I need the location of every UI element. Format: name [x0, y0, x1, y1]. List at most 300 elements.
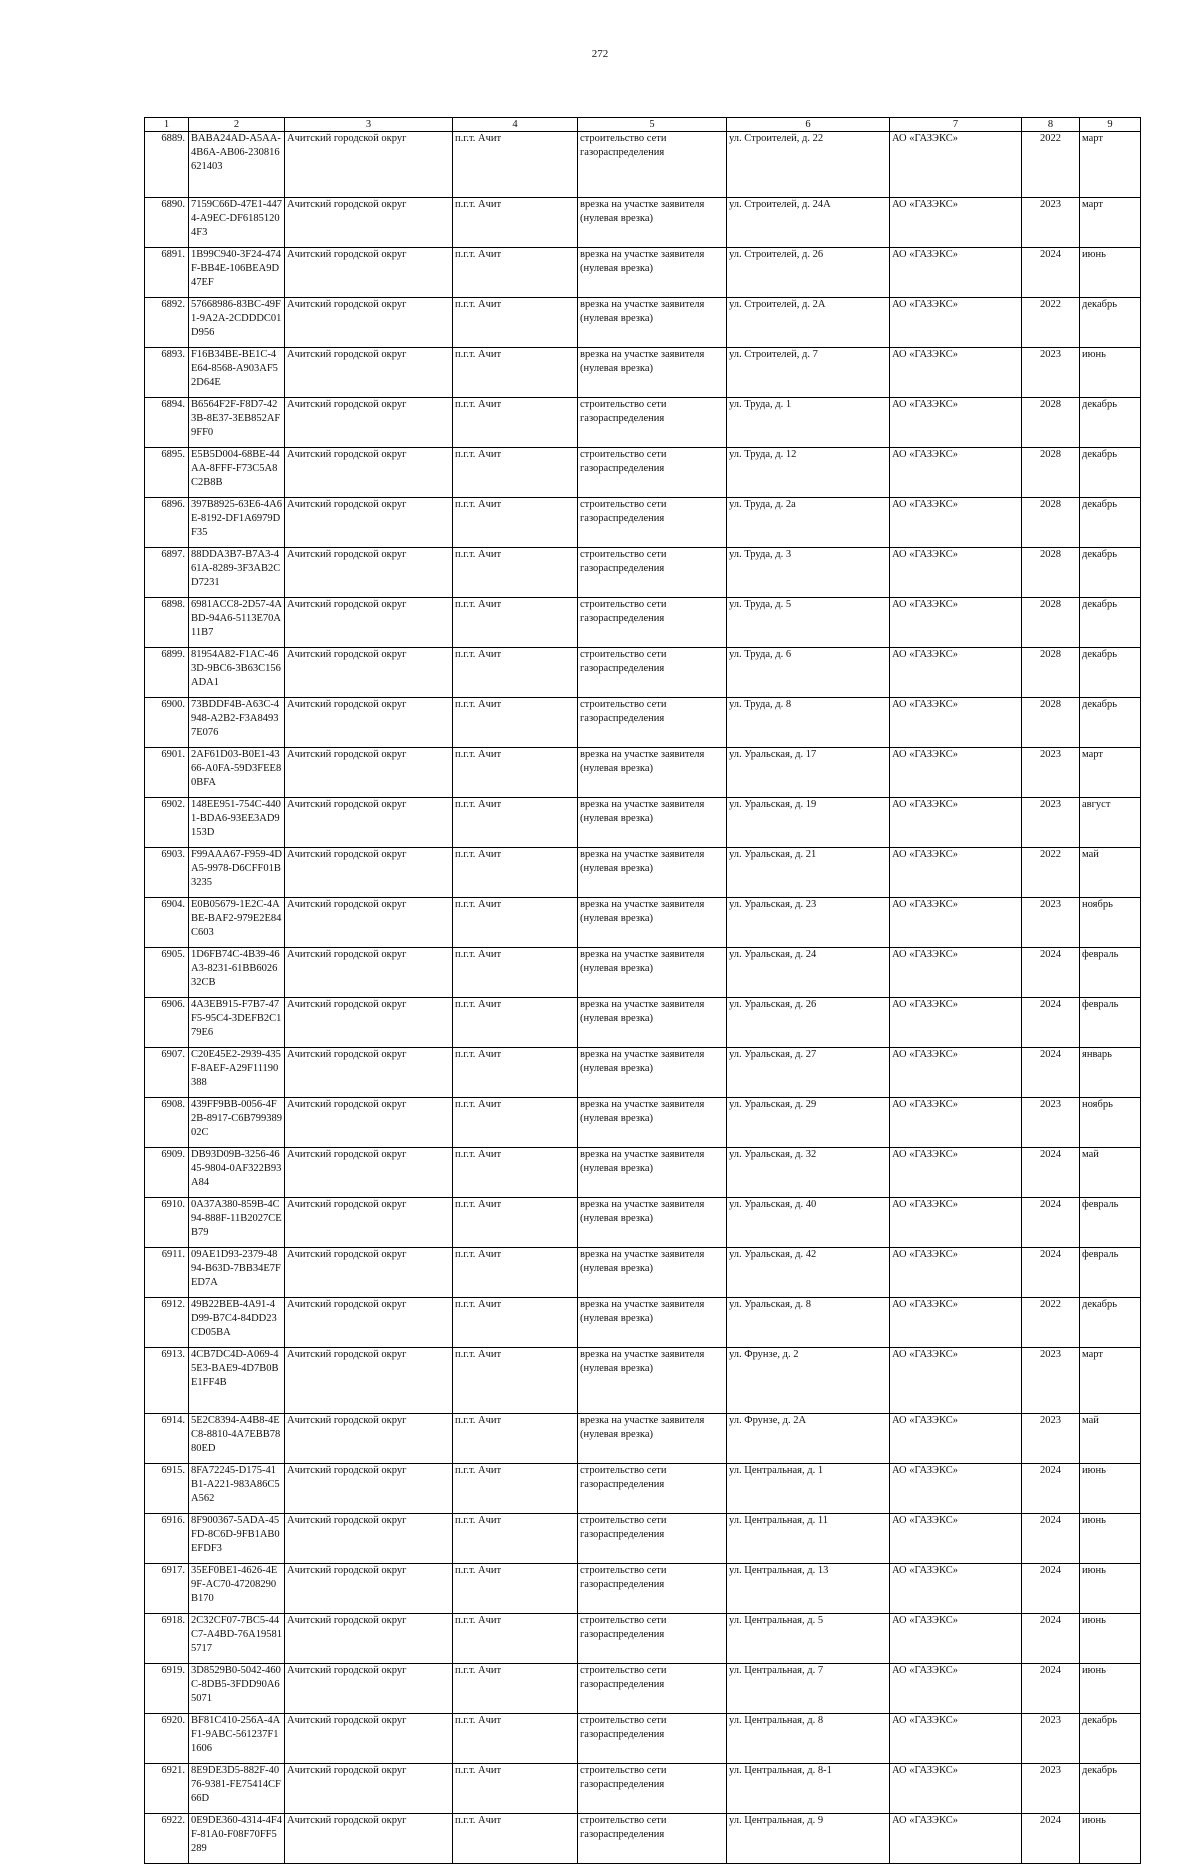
year: 2023	[1022, 798, 1080, 848]
settlement: п.г.т. Ачит	[453, 1248, 578, 1298]
col-header: 1	[145, 118, 189, 132]
year: 2022	[1022, 298, 1080, 348]
organization: АО «ГАЗЭКС»	[890, 1048, 1022, 1098]
work-type: врезка на участке заявителя (нулевая врезка)	[578, 348, 727, 398]
table-row	[145, 1198, 1141, 1248]
year: 2024	[1022, 1148, 1080, 1198]
municipality: Ачитский городской округ	[285, 348, 453, 398]
address: ул. Труда, д. 2а	[727, 498, 890, 548]
organization: АО «ГАЗЭКС»	[890, 398, 1022, 448]
record-guid: 1B99C940-3F24-474F-BB4E-106BEA9D47EF	[189, 248, 285, 298]
table-row	[145, 1048, 1141, 1098]
settlement: п.г.т. Ачит	[453, 898, 578, 948]
month: февраль	[1080, 998, 1141, 1048]
municipality: Ачитский городской округ	[285, 898, 453, 948]
work-type: строительство сети газораспределения	[578, 1764, 727, 1814]
row-number: 6922.	[145, 1814, 189, 1864]
year: 2024	[1022, 998, 1080, 1048]
row-number: 6906.	[145, 998, 189, 1048]
month: февраль	[1080, 948, 1141, 998]
record-guid: BABA24AD-A5AA-4B6A-AB06-230816621403	[189, 132, 285, 198]
municipality: Ачитский городской округ	[285, 798, 453, 848]
organization: АО «ГАЗЭКС»	[890, 348, 1022, 398]
col-header: 5	[578, 118, 727, 132]
address: ул. Уральская, д. 17	[727, 748, 890, 798]
month: июнь	[1080, 1814, 1141, 1864]
col-header: 2	[189, 118, 285, 132]
row-number: 6904.	[145, 898, 189, 948]
year: 2023	[1022, 1098, 1080, 1148]
address: ул. Центральная, д. 13	[727, 1564, 890, 1614]
municipality: Ачитский городской округ	[285, 548, 453, 598]
municipality: Ачитский городской округ	[285, 398, 453, 448]
municipality: Ачитский городской округ	[285, 998, 453, 1048]
header-row	[145, 118, 1141, 132]
address: ул. Центральная, д. 8	[727, 1714, 890, 1764]
row-number: 6898.	[145, 598, 189, 648]
col-header: 6	[727, 118, 890, 132]
row-number: 6900.	[145, 698, 189, 748]
municipality: Ачитский городской округ	[285, 248, 453, 298]
organization: АО «ГАЗЭКС»	[890, 898, 1022, 948]
settlement: п.г.т. Ачит	[453, 648, 578, 698]
row-number: 6916.	[145, 1514, 189, 1564]
record-guid: 0E9DE360-4314-4F4F-81A0-F08F70FF5289	[189, 1814, 285, 1864]
row-number: 6901.	[145, 748, 189, 798]
organization: АО «ГАЗЭКС»	[890, 298, 1022, 348]
month: май	[1080, 1414, 1141, 1464]
address: ул. Центральная, д. 9	[727, 1814, 890, 1864]
month: ноябрь	[1080, 1098, 1141, 1148]
table-body	[145, 132, 1141, 1864]
month: март	[1080, 1348, 1141, 1414]
organization: АО «ГАЗЭКС»	[890, 248, 1022, 298]
settlement: п.г.т. Ачит	[453, 198, 578, 248]
month: декабрь	[1080, 398, 1141, 448]
settlement: п.г.т. Ачит	[453, 1414, 578, 1464]
year: 2023	[1022, 1764, 1080, 1814]
settlement: п.г.т. Ачит	[453, 1564, 578, 1614]
year: 2023	[1022, 348, 1080, 398]
row-number: 6912.	[145, 1298, 189, 1348]
row-number: 6897.	[145, 548, 189, 598]
record-guid: 8F900367-5ADA-45FD-8C6D-9FB1AB0EFDF3	[189, 1514, 285, 1564]
month: март	[1080, 748, 1141, 798]
municipality: Ачитский городской округ	[285, 1098, 453, 1148]
settlement: п.г.т. Ачит	[453, 1764, 578, 1814]
year: 2028	[1022, 648, 1080, 698]
work-type: строительство сети газораспределения	[578, 1664, 727, 1714]
organization: АО «ГАЗЭКС»	[890, 1414, 1022, 1464]
settlement: п.г.т. Ачит	[453, 748, 578, 798]
record-guid: 2AF61D03-B0E1-4366-A0FA-59D3FEE80BFA	[189, 748, 285, 798]
settlement: п.г.т. Ачит	[453, 598, 578, 648]
settlement: п.г.т. Ачит	[453, 1464, 578, 1514]
settlement: п.г.т. Ачит	[453, 848, 578, 898]
row-number: 6917.	[145, 1564, 189, 1614]
settlement: п.г.т. Ачит	[453, 548, 578, 598]
row-number: 6909.	[145, 1148, 189, 1198]
municipality: Ачитский городской округ	[285, 1614, 453, 1664]
month: ноябрь	[1080, 898, 1141, 948]
municipality: Ачитский городской округ	[285, 1048, 453, 1098]
settlement: п.г.т. Ачит	[453, 498, 578, 548]
municipality: Ачитский городской округ	[285, 1414, 453, 1464]
settlement: п.г.т. Ачит	[453, 298, 578, 348]
row-number: 6920.	[145, 1714, 189, 1764]
page-number: 272	[591, 48, 609, 60]
table-row	[145, 598, 1141, 648]
work-type: строительство сети газораспределения	[578, 548, 727, 598]
table-row	[145, 348, 1141, 398]
record-guid: 397B8925-63E6-4A6E-8192-DF1A6979DF35	[189, 498, 285, 548]
settlement: п.г.т. Ачит	[453, 1814, 578, 1864]
work-type: врезка на участке заявителя (нулевая врезка)	[578, 1248, 727, 1298]
work-type: врезка на участке заявителя (нулевая врезка)	[578, 848, 727, 898]
organization: АО «ГАЗЭКС»	[890, 1514, 1022, 1564]
year: 2028	[1022, 598, 1080, 648]
municipality: Ачитский городской округ	[285, 1514, 453, 1564]
row-number: 6902.	[145, 798, 189, 848]
record-guid: 88DDA3B7-B7A3-461A-8289-3F3AB2CD7231	[189, 548, 285, 598]
work-type: врезка на участке заявителя (нулевая врезка)	[578, 1298, 727, 1348]
year: 2024	[1022, 948, 1080, 998]
table-row	[145, 1248, 1141, 1298]
municipality: Ачитский городской округ	[285, 298, 453, 348]
row-number: 6919.	[145, 1664, 189, 1714]
month: декабрь	[1080, 448, 1141, 498]
address: ул. Уральская, д. 27	[727, 1048, 890, 1098]
record-guid: 73BDDF4B-A63C-4948-A2B2-F3A84937E076	[189, 698, 285, 748]
table-row	[145, 448, 1141, 498]
address: ул. Центральная, д. 1	[727, 1464, 890, 1514]
row-number: 6903.	[145, 848, 189, 898]
col-header: 4	[453, 118, 578, 132]
row-number: 6908.	[145, 1098, 189, 1148]
record-guid: 4A3EB915-F7B7-47F5-95C4-3DEFB2C179E6	[189, 998, 285, 1048]
record-guid: 49B22BEB-4A91-4D99-B7C4-84DD23CD05BA	[189, 1298, 285, 1348]
record-guid: 8FA72245-D175-41B1-A221-983A86C5A562	[189, 1464, 285, 1514]
record-guid: 3D8529B0-5042-460C-8DB5-3FDD90A65071	[189, 1664, 285, 1714]
settlement: п.г.т. Ачит	[453, 998, 578, 1048]
table-row	[145, 1098, 1141, 1148]
table-row	[145, 748, 1141, 798]
month: декабрь	[1080, 498, 1141, 548]
municipality: Ачитский городской округ	[285, 748, 453, 798]
year: 2022	[1022, 1298, 1080, 1348]
month: декабрь	[1080, 698, 1141, 748]
year: 2024	[1022, 1048, 1080, 1098]
organization: АО «ГАЗЭКС»	[890, 132, 1022, 198]
address: ул. Уральская, д. 40	[727, 1198, 890, 1248]
organization: АО «ГАЗЭКС»	[890, 1714, 1022, 1764]
month: декабрь	[1080, 298, 1141, 348]
year: 2028	[1022, 498, 1080, 548]
settlement: п.г.т. Ачит	[453, 1148, 578, 1198]
organization: АО «ГАЗЭКС»	[890, 848, 1022, 898]
address: ул. Строителей, д. 22	[727, 132, 890, 198]
record-guid: 1D6FB74C-4B39-46A3-8231-61BB602632CB	[189, 948, 285, 998]
month: декабрь	[1080, 648, 1141, 698]
settlement: п.г.т. Ачит	[453, 1348, 578, 1414]
table-row	[145, 648, 1141, 698]
municipality: Ачитский городской округ	[285, 1564, 453, 1614]
work-type: строительство сети газораспределения	[578, 598, 727, 648]
table-row	[145, 1714, 1141, 1764]
work-type: врезка на участке заявителя (нулевая врезка)	[578, 1414, 727, 1464]
address: ул. Центральная, д. 7	[727, 1664, 890, 1714]
settlement: п.г.т. Ачит	[453, 348, 578, 398]
municipality: Ачитский городской округ	[285, 1464, 453, 1514]
year: 2024	[1022, 1814, 1080, 1864]
settlement: п.г.т. Ачит	[453, 1048, 578, 1098]
work-type: строительство сети газораспределения	[578, 648, 727, 698]
year: 2024	[1022, 1198, 1080, 1248]
row-number: 6899.	[145, 648, 189, 698]
table-row	[145, 898, 1141, 948]
settlement: п.г.т. Ачит	[453, 132, 578, 198]
organization: АО «ГАЗЭКС»	[890, 1814, 1022, 1864]
table-row	[145, 132, 1141, 198]
year: 2022	[1022, 132, 1080, 198]
address: ул. Центральная, д. 11	[727, 1514, 890, 1564]
month: май	[1080, 1148, 1141, 1198]
row-number: 6890.	[145, 198, 189, 248]
work-type: строительство сети газораспределения	[578, 1514, 727, 1564]
municipality: Ачитский городской округ	[285, 1664, 453, 1714]
year: 2028	[1022, 548, 1080, 598]
settlement: п.г.т. Ачит	[453, 798, 578, 848]
work-type: строительство сети газораспределения	[578, 498, 727, 548]
year: 2023	[1022, 1414, 1080, 1464]
month: июнь	[1080, 1664, 1141, 1714]
settlement: п.г.т. Ачит	[453, 1614, 578, 1664]
record-guid: 4CB7DC4D-A069-45E3-BAE9-4D7B0BE1FF4B	[189, 1348, 285, 1414]
settlement: п.г.т. Ачит	[453, 398, 578, 448]
year: 2028	[1022, 698, 1080, 748]
year: 2023	[1022, 1348, 1080, 1414]
municipality: Ачитский городской округ	[285, 598, 453, 648]
row-number: 6921.	[145, 1764, 189, 1814]
address: ул. Труда, д. 8	[727, 698, 890, 748]
address: ул. Строителей, д. 7	[727, 348, 890, 398]
record-guid: 81954A82-F1AC-463D-9BC6-3B63C156ADA1	[189, 648, 285, 698]
year: 2028	[1022, 448, 1080, 498]
work-type: строительство сети газораспределения	[578, 698, 727, 748]
month: июнь	[1080, 1614, 1141, 1664]
row-number: 6907.	[145, 1048, 189, 1098]
year: 2022	[1022, 848, 1080, 898]
municipality: Ачитский городской округ	[285, 848, 453, 898]
address: ул. Строителей, д. 26	[727, 248, 890, 298]
row-number: 6896.	[145, 498, 189, 548]
month: декабрь	[1080, 598, 1141, 648]
work-type: врезка на участке заявителя (нулевая врезка)	[578, 1098, 727, 1148]
table-row	[145, 1564, 1141, 1614]
col-header: 7	[890, 118, 1022, 132]
municipality: Ачитский городской округ	[285, 132, 453, 198]
organization: АО «ГАЗЭКС»	[890, 448, 1022, 498]
address: ул. Уральская, д. 42	[727, 1248, 890, 1298]
row-number: 6893.	[145, 348, 189, 398]
month: июнь	[1080, 1464, 1141, 1514]
municipality: Ачитский городской округ	[285, 198, 453, 248]
organization: АО «ГАЗЭКС»	[890, 1198, 1022, 1248]
table-row	[145, 698, 1141, 748]
record-guid: E0B05679-1E2C-4ABE-BAF2-979E2E84C603	[189, 898, 285, 948]
settlement: п.г.т. Ачит	[453, 1514, 578, 1564]
year: 2023	[1022, 1714, 1080, 1764]
year: 2023	[1022, 198, 1080, 248]
address: ул. Труда, д. 12	[727, 448, 890, 498]
organization: АО «ГАЗЭКС»	[890, 1764, 1022, 1814]
month: март	[1080, 198, 1141, 248]
table-row	[145, 1348, 1141, 1414]
table-row	[145, 1764, 1141, 1814]
address: ул. Уральская, д. 24	[727, 948, 890, 998]
work-type: строительство сети газораспределения	[578, 1814, 727, 1864]
municipality: Ачитский городской округ	[285, 1198, 453, 1248]
organization: АО «ГАЗЭКС»	[890, 748, 1022, 798]
table-row	[145, 198, 1141, 248]
month: декабрь	[1080, 1298, 1141, 1348]
settlement: п.г.т. Ачит	[453, 448, 578, 498]
month: август	[1080, 798, 1141, 848]
address: ул. Уральская, д. 21	[727, 848, 890, 898]
work-type: врезка на участке заявителя (нулевая врезка)	[578, 748, 727, 798]
work-type: строительство сети газораспределения	[578, 1564, 727, 1614]
address: ул. Фрунзе, д. 2А	[727, 1414, 890, 1464]
organization: АО «ГАЗЭКС»	[890, 1098, 1022, 1148]
organization: АО «ГАЗЭКС»	[890, 1248, 1022, 1298]
address: ул. Труда, д. 6	[727, 648, 890, 698]
work-type: строительство сети газораспределения	[578, 1714, 727, 1764]
table-row	[145, 998, 1141, 1048]
month: июнь	[1080, 1514, 1141, 1564]
work-type: врезка на участке заявителя (нулевая врезка)	[578, 1048, 727, 1098]
settlement: п.г.т. Ачит	[453, 1198, 578, 1248]
work-type: строительство сети газораспределения	[578, 132, 727, 198]
work-type: врезка на участке заявителя (нулевая врезка)	[578, 898, 727, 948]
table-row	[145, 248, 1141, 298]
organization: АО «ГАЗЭКС»	[890, 548, 1022, 598]
municipality: Ачитский городской округ	[285, 948, 453, 998]
row-number: 6905.	[145, 948, 189, 998]
row-number: 6910.	[145, 1198, 189, 1248]
settlement: п.г.т. Ачит	[453, 698, 578, 748]
work-type: врезка на участке заявителя (нулевая врезка)	[578, 1148, 727, 1198]
work-type: врезка на участке заявителя (нулевая врезка)	[578, 948, 727, 998]
work-type: строительство сети газораспределения	[578, 1614, 727, 1664]
organization: АО «ГАЗЭКС»	[890, 1664, 1022, 1714]
table-row	[145, 1514, 1141, 1564]
address: ул. Уральская, д. 8	[727, 1298, 890, 1348]
row-number: 6895.	[145, 448, 189, 498]
work-type: врезка на участке заявителя (нулевая врезка)	[578, 798, 727, 848]
table-row	[145, 1464, 1141, 1514]
year: 2023	[1022, 748, 1080, 798]
table-row	[145, 1148, 1141, 1198]
table-row	[145, 1664, 1141, 1714]
address: ул. Труда, д. 5	[727, 598, 890, 648]
address: ул. Уральская, д. 26	[727, 998, 890, 1048]
row-number: 6891.	[145, 248, 189, 298]
record-guid: 6981ACC8-2D57-4ABD-94A6-5113E70A11B7	[189, 598, 285, 648]
month: февраль	[1080, 1198, 1141, 1248]
table-row	[145, 798, 1141, 848]
month: май	[1080, 848, 1141, 898]
row-number: 6915.	[145, 1464, 189, 1514]
year: 2024	[1022, 248, 1080, 298]
year: 2024	[1022, 1514, 1080, 1564]
record-guid: 35EF0BE1-4626-4E9F-AC70-47208290B170	[189, 1564, 285, 1614]
settlement: п.г.т. Ачит	[453, 1098, 578, 1148]
month: февраль	[1080, 1248, 1141, 1298]
organization: АО «ГАЗЭКС»	[890, 948, 1022, 998]
municipality: Ачитский городской округ	[285, 1814, 453, 1864]
year: 2024	[1022, 1564, 1080, 1614]
address: ул. Центральная, д. 5	[727, 1614, 890, 1664]
record-guid: BF81C410-256A-4AF1-9ABC-561237F11606	[189, 1714, 285, 1764]
address: ул. Строителей, д. 24А	[727, 198, 890, 248]
address: ул. Фрунзе, д. 2	[727, 1348, 890, 1414]
record-guid: 2C32CF07-7BC5-44C7-A4BD-76A195815717	[189, 1614, 285, 1664]
year: 2024	[1022, 1464, 1080, 1514]
address: ул. Труда, д. 1	[727, 398, 890, 448]
organization: АО «ГАЗЭКС»	[890, 198, 1022, 248]
organization: АО «ГАЗЭКС»	[890, 1564, 1022, 1614]
col-header: 8	[1022, 118, 1080, 132]
table-row	[145, 1414, 1141, 1464]
municipality: Ачитский городской округ	[285, 1764, 453, 1814]
organization: АО «ГАЗЭКС»	[890, 798, 1022, 848]
record-guid: C20E45E2-2939-435F-8AEF-A29F11190388	[189, 1048, 285, 1098]
settlement: п.г.т. Ачит	[453, 1664, 578, 1714]
organization: АО «ГАЗЭКС»	[890, 1348, 1022, 1414]
month: январь	[1080, 1048, 1141, 1098]
row-number: 6913.	[145, 1348, 189, 1414]
work-type: врезка на участке заявителя (нулевая врезка)	[578, 248, 727, 298]
table-row	[145, 1298, 1141, 1348]
record-guid: B6564F2F-F8D7-423B-8E37-3EB852AF9FF0	[189, 398, 285, 448]
municipality: Ачитский городской округ	[285, 1714, 453, 1764]
address: ул. Уральская, д. 32	[727, 1148, 890, 1198]
address: ул. Строителей, д. 2А	[727, 298, 890, 348]
work-type: строительство сети газораспределения	[578, 448, 727, 498]
work-type: врезка на участке заявителя (нулевая врезка)	[578, 298, 727, 348]
work-type: строительство сети газораспределения	[578, 1464, 727, 1514]
record-guid: 7159C66D-47E1-4474-A9EC-DF61851204F3	[189, 198, 285, 248]
row-number: 6911.	[145, 1248, 189, 1298]
work-type: врезка на участке заявителя (нулевая врезка)	[578, 1348, 727, 1414]
municipality: Ачитский городской округ	[285, 498, 453, 548]
municipality: Ачитский городской округ	[285, 1348, 453, 1414]
address: ул. Труда, д. 3	[727, 548, 890, 598]
settlement: п.г.т. Ачит	[453, 1298, 578, 1348]
municipality: Ачитский городской округ	[285, 648, 453, 698]
year: 2024	[1022, 1614, 1080, 1664]
table-row	[145, 848, 1141, 898]
month: декабрь	[1080, 548, 1141, 598]
address: ул. Уральская, д. 23	[727, 898, 890, 948]
month: декабрь	[1080, 1714, 1141, 1764]
organization: АО «ГАЗЭКС»	[890, 1298, 1022, 1348]
year: 2024	[1022, 1248, 1080, 1298]
row-number: 6892.	[145, 298, 189, 348]
municipality: Ачитский городской округ	[285, 448, 453, 498]
month: июнь	[1080, 348, 1141, 398]
month: июнь	[1080, 1564, 1141, 1614]
